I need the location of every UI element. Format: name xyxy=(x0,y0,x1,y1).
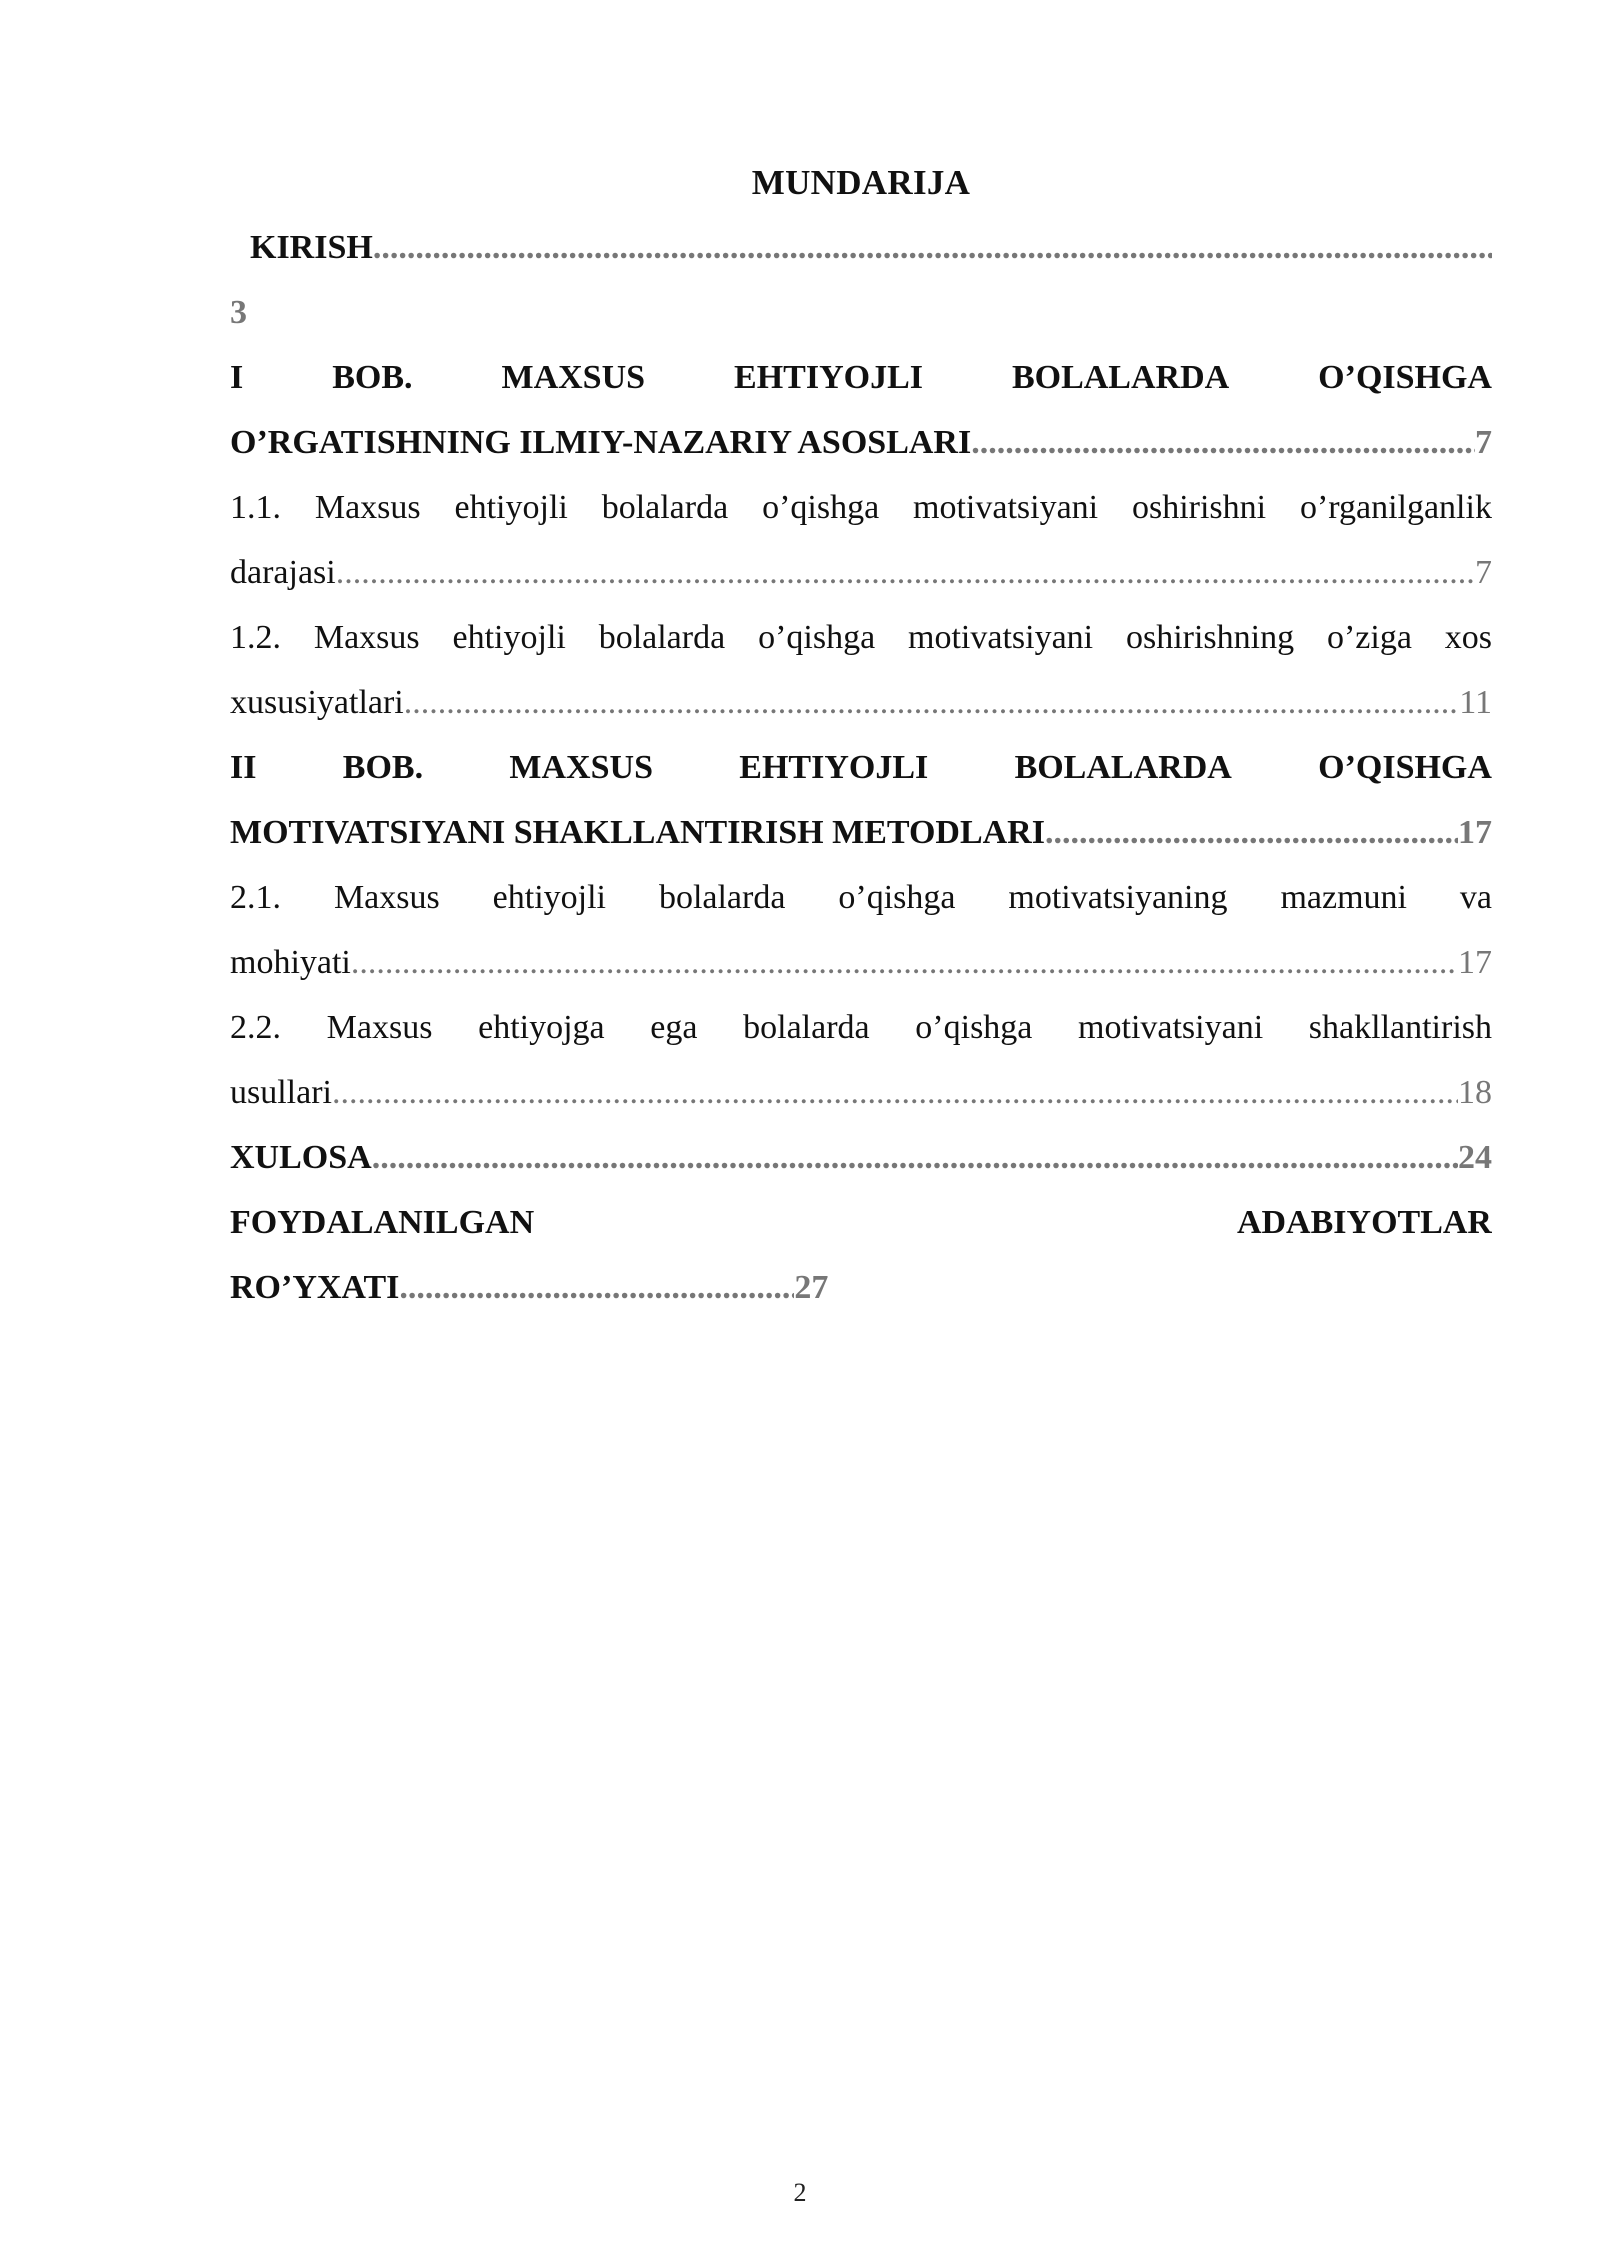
dot-leader xyxy=(332,1060,1458,1125)
toc-word: EHTIYOJLI xyxy=(734,359,923,396)
toc-entry-adabiyotlar-line2[interactable] xyxy=(230,1255,1492,1320)
toc-entry-label: RO’YXATI xyxy=(230,1269,400,1306)
toc-entry-section-2-1-line2[interactable] xyxy=(230,930,1492,995)
toc-entry-section-2-2-line2[interactable] xyxy=(230,1060,1492,1125)
dot-leader xyxy=(971,410,1475,475)
toc-word: bolalarda xyxy=(598,619,726,656)
toc-word: motivatsiyani xyxy=(1078,1009,1264,1046)
toc-entry-label: MOTIVATSIYANI SHAKLLANTIRISH METODLARI xyxy=(230,814,1045,851)
toc-word: FOYDALANILGAN xyxy=(230,1204,535,1241)
toc-word: ega xyxy=(650,1009,698,1046)
toc-entry-label: darajasi xyxy=(230,554,336,591)
toc-entry-kirish[interactable] xyxy=(230,215,1492,280)
toc-word: EHTIYOJLI xyxy=(739,749,929,786)
dot-leader xyxy=(351,930,1458,995)
toc-entry-page-number: 7 xyxy=(1475,554,1492,591)
toc-word: BOLALARDA xyxy=(1011,359,1230,396)
toc-word: BOB. xyxy=(342,749,424,786)
toc-word: va xyxy=(1459,879,1492,916)
toc-entry-section-2-2-line1[interactable] xyxy=(230,995,1492,1060)
toc-entry-page-number: 27 xyxy=(794,1269,829,1306)
toc-word: 2.1. xyxy=(230,879,281,916)
toc-entry-label: usullari xyxy=(230,1074,332,1111)
toc-entry-label: KIRISH xyxy=(250,229,373,266)
toc-word: ehtiyojli xyxy=(454,489,568,526)
toc-entry-kirish-page-line xyxy=(230,280,1492,345)
dot-leader xyxy=(404,670,1459,735)
toc-word: o’qishga xyxy=(838,879,956,916)
document-page xyxy=(230,150,1492,1320)
toc-word: xos xyxy=(1444,619,1492,656)
dot-leader xyxy=(1045,800,1458,865)
toc-entry-chapter-1-line2[interactable] xyxy=(230,410,1492,475)
toc-word: ehtiyojga xyxy=(478,1009,605,1046)
toc-word: o’qishga xyxy=(762,489,880,526)
toc-word: O’QISHGA xyxy=(1318,359,1492,396)
toc-word: Maxsus xyxy=(313,619,420,656)
toc-entry-section-1-2-line2[interactable] xyxy=(230,670,1492,735)
toc-word: MAXSUS xyxy=(501,359,646,396)
toc-entry-page-number: 7 xyxy=(1475,424,1492,461)
toc-word: BOB. xyxy=(332,359,413,396)
toc-entry-label: O’RGATISHNING ILMIY-NAZARIY ASOSLARI xyxy=(230,424,972,461)
dot-leader xyxy=(399,1255,794,1320)
toc-word: ehtiyojli xyxy=(452,619,566,656)
toc-word: O’QISHGA xyxy=(1318,749,1492,786)
toc-entry-xulosa[interactable] xyxy=(230,1125,1492,1190)
toc-entry-chapter-2-line2[interactable] xyxy=(230,800,1492,865)
toc-word: o’ziga xyxy=(1326,619,1412,656)
toc-word: oshirishning xyxy=(1125,619,1295,656)
toc-word: motivatsiyaning xyxy=(1008,879,1228,916)
toc-word: Maxsus xyxy=(314,489,421,526)
dot-leader xyxy=(373,215,1492,280)
toc-word: shakllantirish xyxy=(1308,1009,1492,1046)
toc-entry-chapter-1-line1[interactable] xyxy=(230,345,1492,410)
toc-word: 1.1. xyxy=(230,489,281,526)
toc-entry-page-number: 3 xyxy=(230,294,247,331)
toc-entry-page-number: 18 xyxy=(1458,1074,1492,1111)
toc-word: o’rganilganlik xyxy=(1299,489,1492,526)
toc-word: motivatsiyani xyxy=(908,619,1094,656)
toc-entry-page-number: 11 xyxy=(1459,684,1492,721)
page-number: 2 xyxy=(793,2178,807,2207)
toc-word: oshirishni xyxy=(1131,489,1267,526)
toc-entry-label: xususiyatlari xyxy=(230,684,404,721)
toc-word: ehtiyojli xyxy=(492,879,606,916)
toc-word: o’qishga xyxy=(758,619,876,656)
toc-word: o’qishga xyxy=(915,1009,1033,1046)
toc-entry-adabiyotlar-line1[interactable] xyxy=(230,1190,1492,1255)
toc-word: ADABIYOTLAR xyxy=(1236,1204,1492,1241)
toc-word: I xyxy=(230,359,244,396)
toc-word: Maxsus xyxy=(326,1009,433,1046)
toc-word: motivatsiyani xyxy=(913,489,1099,526)
toc-word: bolalarda xyxy=(743,1009,870,1046)
toc-word: 1.2. xyxy=(230,619,281,656)
toc-entry-page-number: 17 xyxy=(1458,944,1492,981)
toc-entry-page-number: 17 xyxy=(1458,814,1492,851)
dot-leader xyxy=(372,1125,1458,1190)
dot-leader xyxy=(336,540,1475,605)
toc-word: II xyxy=(230,749,257,786)
toc-entry-section-1-1-line2[interactable] xyxy=(230,540,1492,605)
toc-word: 2.2. xyxy=(230,1009,281,1046)
toc-entry-page-number: 24 xyxy=(1458,1139,1492,1176)
toc-entry-section-2-1-line1[interactable] xyxy=(230,865,1492,930)
toc-word: MAXSUS xyxy=(509,749,653,786)
toc-word: bolalarda xyxy=(658,879,786,916)
toc-heading: MUNDARIJA xyxy=(751,163,971,202)
toc-entry-label: XULOSA xyxy=(230,1139,372,1176)
toc-entry-section-1-2-line1[interactable] xyxy=(230,605,1492,670)
toc-word: BOLALARDA xyxy=(1014,749,1232,786)
toc-entry-section-1-1-line1[interactable] xyxy=(230,475,1492,540)
toc-word: bolalarda xyxy=(601,489,729,526)
toc-entry-chapter-2-line1[interactable] xyxy=(230,735,1492,800)
toc-entry-label: mohiyati xyxy=(230,944,351,981)
toc-word: mazmuni xyxy=(1280,879,1407,916)
toc-word: Maxsus xyxy=(333,879,440,916)
